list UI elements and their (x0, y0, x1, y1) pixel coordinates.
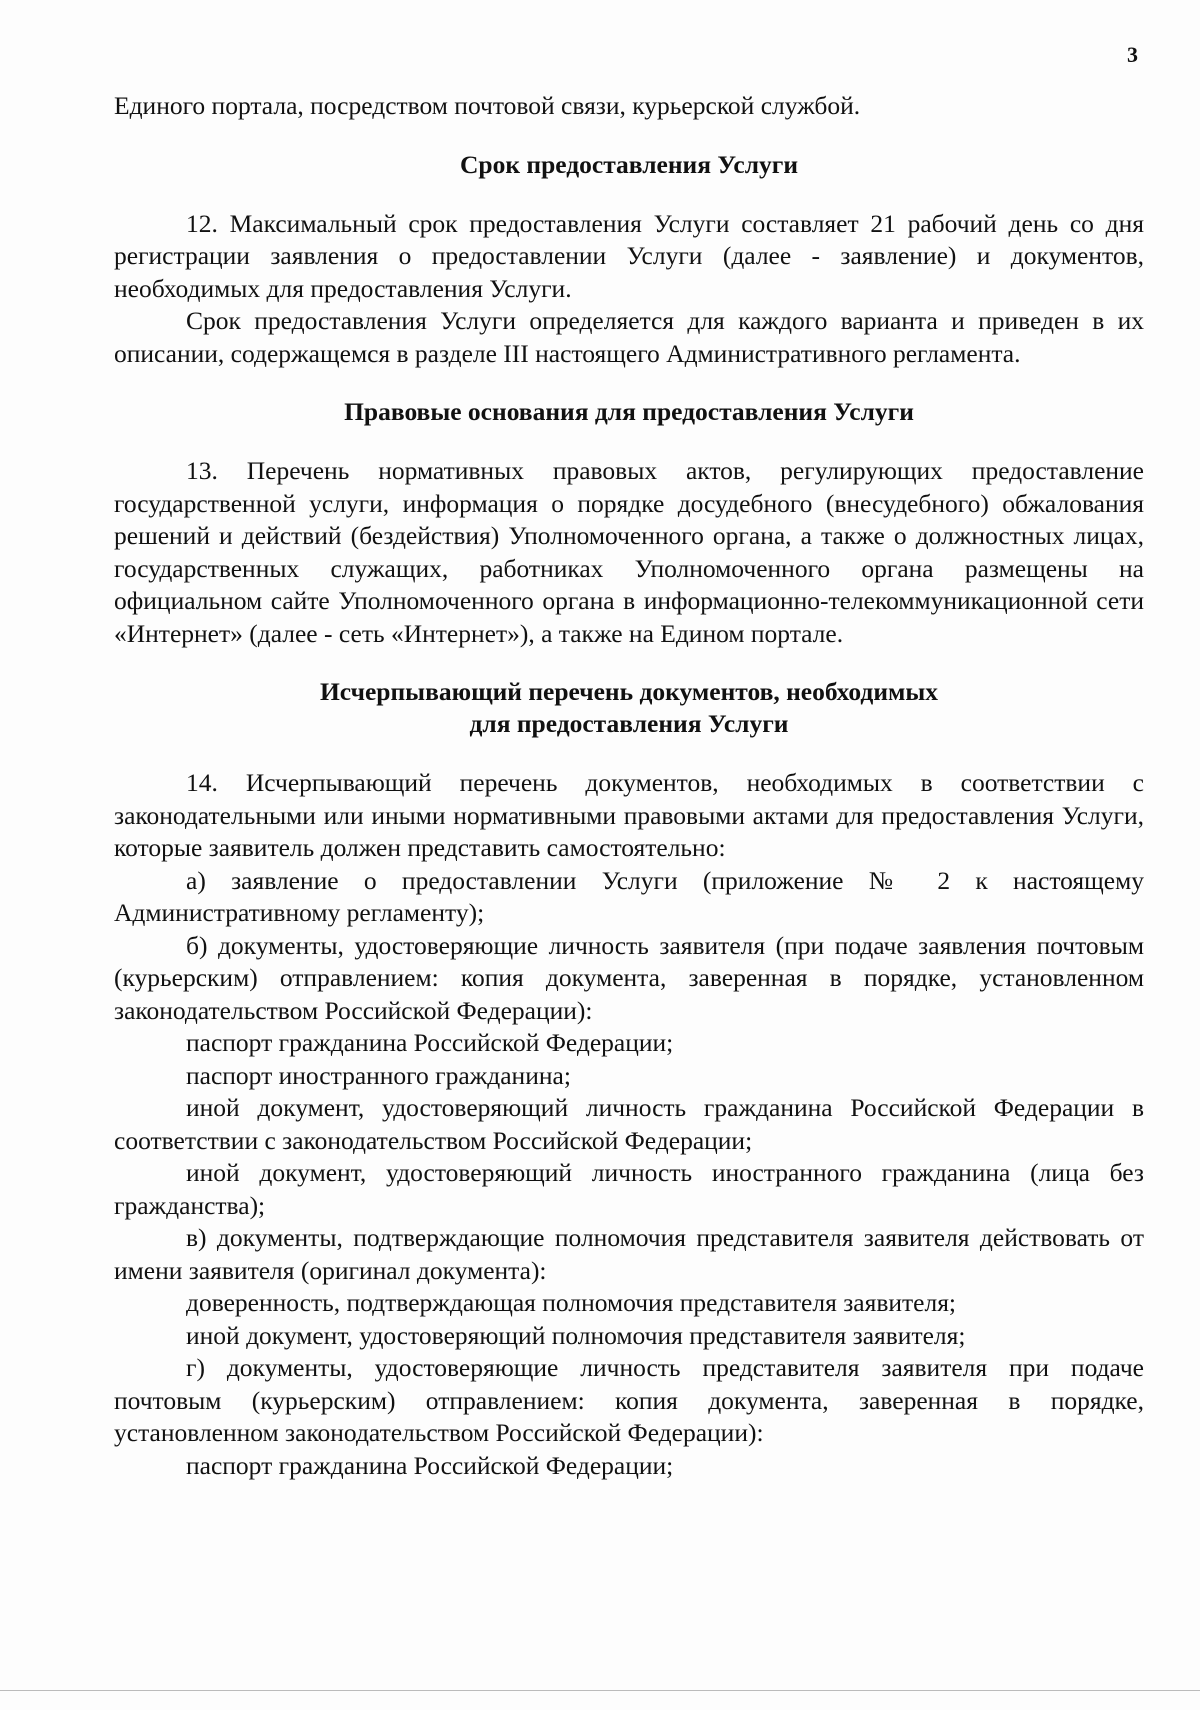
paragraph-13: 13. Перечень нормативных правовых актов, регулирующих предоставление государственной услуги, информация о порядке досудебного (внесудебного) обжалования решений и действий (бездействия) Уполномоченного органа, а также о должностных лицах, государственных служащих, работниках Уполномоченного органа размещены на официальном сайте Уполномоченного органа в информационно-телекоммуникационной сети «Интернет» (далее - сеть «Интернет»), а также на Едином портале. (114, 456, 1144, 648)
list-item-passport-rf: паспорт гражданина Российской Федерации; (186, 1028, 674, 1057)
intro-line: Единого портала, посредством почтовой связи, курьерской службой. (114, 91, 861, 120)
list-item-v: в) документы, подтверждающие полномочия представителя заявителя действовать от имени заявителя (оригинал документа): (114, 1223, 1144, 1285)
scan-edge-line (0, 1690, 1200, 1691)
list-item-a: а) заявление о предоставлении Услуги (приложение № 2 к настоящему Административному регламенту); (114, 865, 1144, 927)
list-item-passport-foreign: паспорт иностранного гражданина; (186, 1060, 571, 1090)
list-item-other-doc-foreigner: иной документ, удостоверяющий личность иностранного гражданина (лица без гражданства); (114, 1158, 1144, 1220)
section-heading-documents: Исчерпывающий перечень документов, необходимых для предоставления Услуги (319, 677, 939, 738)
list-item-other-authority-doc: иной документ, удостоверяющий полномочия представителя заявителя; (186, 1320, 966, 1350)
list-item-other-doc-citizen: иной документ, удостоверяющий личность гражданина Российской Федерации в соответствии с законодательством Российской Федерации; (114, 1093, 1144, 1155)
list-item-passport-rf-representative: паспорт гражданина Российской Федерации; (186, 1450, 674, 1480)
document-body (114, 90, 1144, 1482)
page-number: 3 (1127, 42, 1138, 67)
section-heading-legal-basis: Правовые основания для предоставления Услуги (344, 397, 914, 426)
paragraph-12: 12. Максимальный срок предоставления Услуги составляет 21 рабочий день со дня регистрации заявления о предоставлении Услуги (далее - заявление) и документов, необходимых для предоставления Услуги. (114, 208, 1144, 303)
paragraph-term-variants: Срок предоставления Услуги определяется для каждого варианта и приведен в их описании, содержащемся в разделе III настоящего Административного регламента. (114, 306, 1144, 368)
paragraph-14: 14. Исчерпывающий перечень документов, необходимых в соответствии с законодательными или иными нормативными правовыми актами для предоставления Услуги, которые заявитель должен представить самостоятельно: (114, 768, 1144, 862)
list-item-b: б) документы, удостоверяющие личность заявителя (при подаче заявления почтовым (курьерским) отправлением: копия документа, заверенная в порядке, установленном законодательством Российской Федерации): (114, 930, 1144, 1025)
section-heading-term: Срок предоставления Услуги (459, 149, 799, 179)
list-item-g: г) документы, удостоверяющие личность представителя заявителя при подаче почтовым (курьерским) отправлением: копия документа, заверенная в порядке, установленном законодательством Российской Федерации): (114, 1353, 1144, 1447)
list-item-power-of-attorney: доверенность, подтверждающая полномочия представителя заявителя; (186, 1288, 957, 1317)
